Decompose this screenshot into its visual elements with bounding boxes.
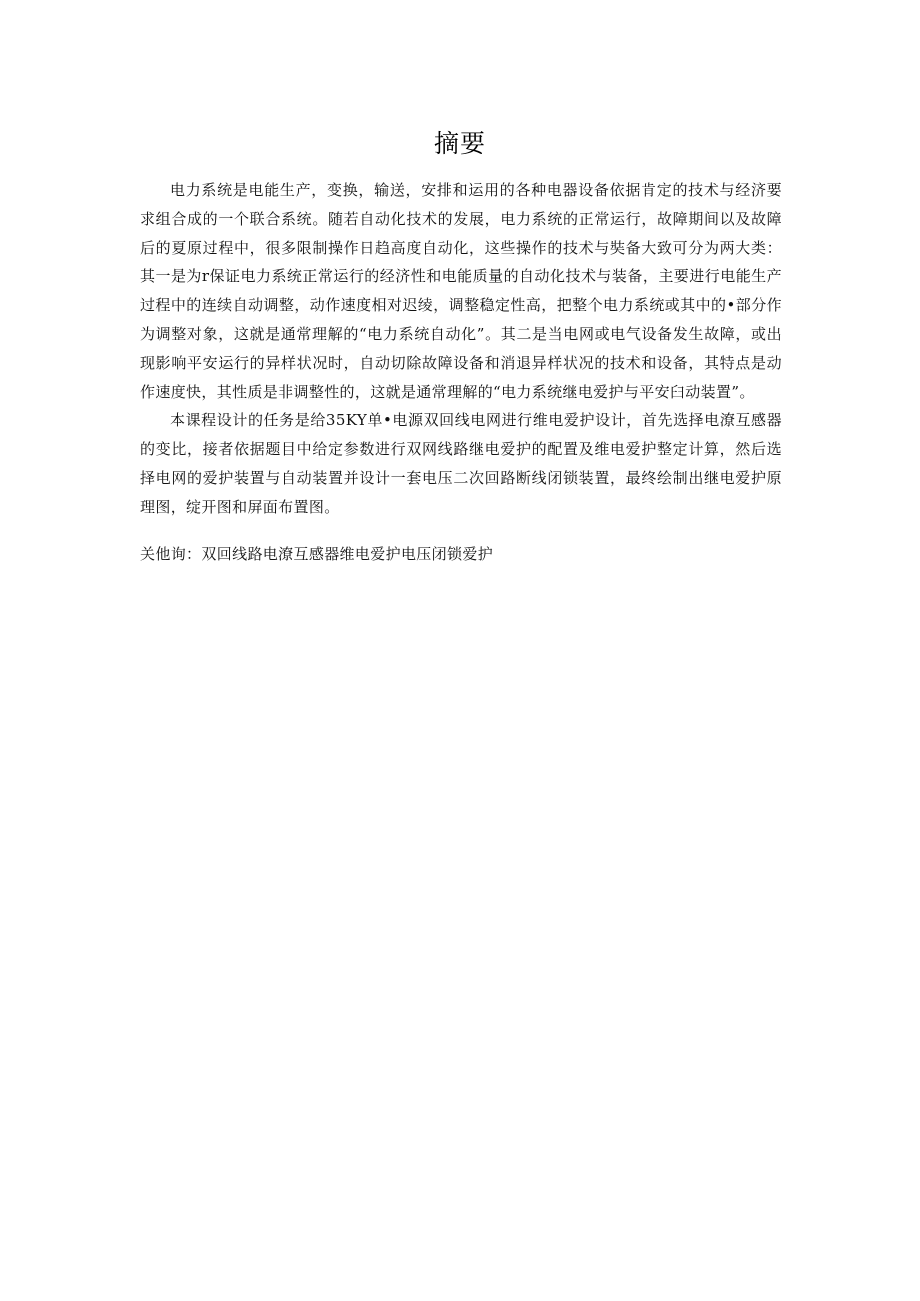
abstract-body (140, 176, 782, 568)
keywords-line: 关他询：双回线路电潦互感器维电爱护电压闭锁爱护 (140, 544, 494, 563)
abstract-paragraph-1: 电力系统是电能生产，变换，输送，安排和运用的各种电器设备依据肯定的技术与经济要求组合成的一个联合系统。随若自动化技术的发展，电力系统的正常运行，故障期间以及故障后的夏原过程中，很多限制操作日趋高度自动化，这些操作的技术与奘备大致可分为两大类：其一是为r保证电力系统正常运行的经济性和电能质量的自动化技术与装备，主要进行电能生产过程中的连续自动调整，动作速度相对迟绫，调整稳定性高，把整个电力系统或其中的•部分作为调整对象，这就是通常理解的“电力系统自动化”。其二是当电网或电气设备发生故障，或出现影响平安运行的异样状况时，自动切除故障设备和消退异样状况的技术和设备，其特点是动作速度快，其性质是非调整性的，这就是通常理解的“电力系统继电爱护与平安臼动装置”。 (140, 181, 782, 401)
page-title: 摘要 (433, 129, 486, 158)
abstract-paragraph-2: 本课程设计的任务是给35KY单•电源双回线电网进行维电爱护设计，首先选择电潦互感器的变比，接者依据题目中给定参数进行双网线路继电爱护的配置及维电爱护整定计算，然后选择电网的爱护装置与自动装置并设计一套电压二次回路断线闭锁装置，最终绘制出继电爱护原理图，绽开图和屏面布置图。 (140, 411, 782, 516)
